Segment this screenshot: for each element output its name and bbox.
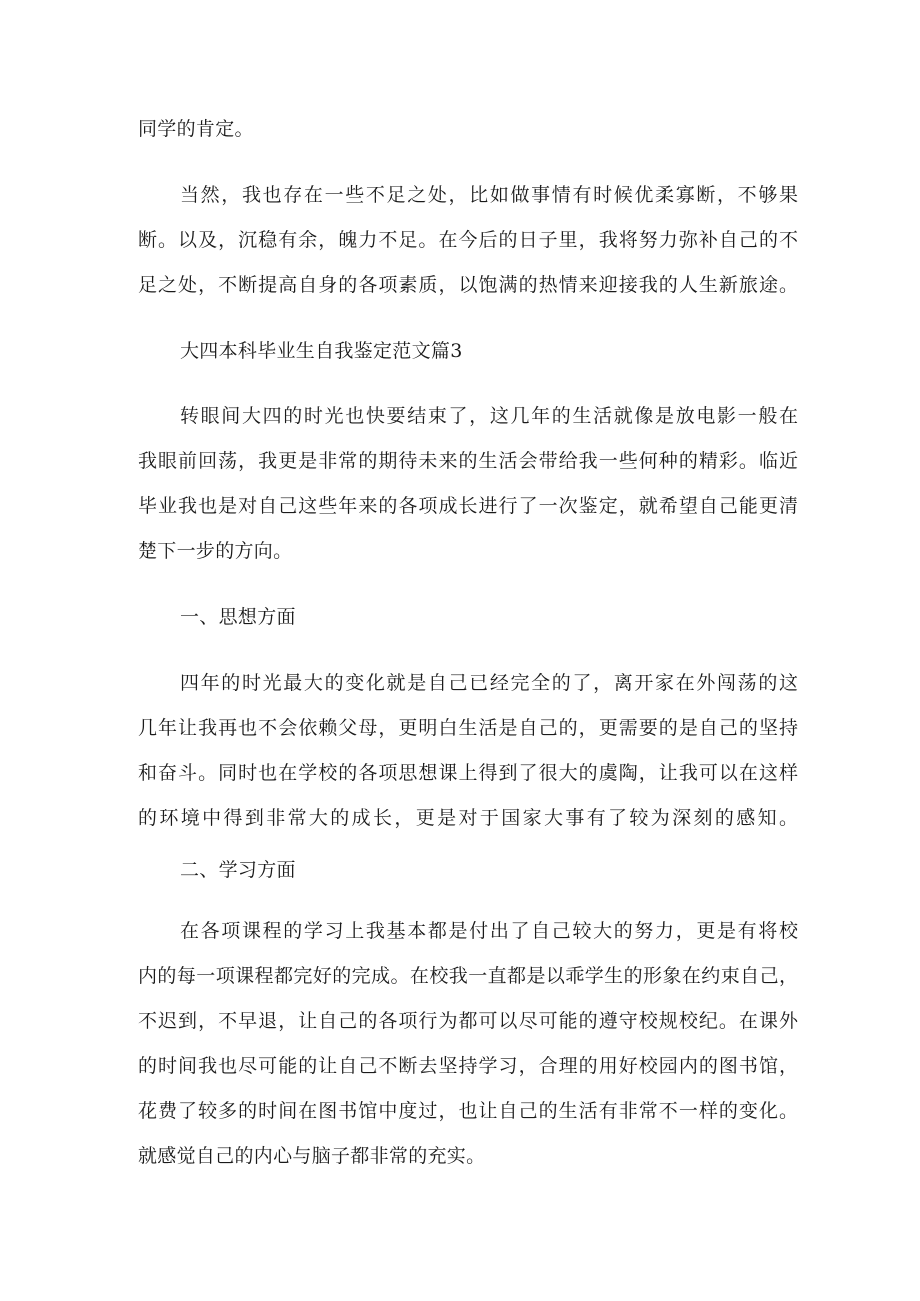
paragraph-line: 断。以及，沉稳有余，魄力不足。在今后的日子里，我将努力弥补自己的不 [138, 229, 798, 251]
paragraph-line: 楚下一步的方向。 [138, 540, 293, 562]
subsection-heading: 一、思想方面 [180, 606, 296, 628]
paragraph-line: 的时间我也尽可能的让自己不断去坚持学习，合理的用好校园内的图书馆， [138, 1055, 798, 1077]
paragraph-line: 同学的肯定。 [138, 118, 254, 140]
paragraph-line: 毕业我也是对自己这些年来的各项成长进行了一次鉴定，就希望自己能更清 [138, 495, 798, 517]
paragraph-line: 的环境中得到非常大的成长，更是对于国家大事有了较为深刻的感知。 [138, 807, 798, 829]
paragraph-line: 就感觉自己的内心与脑子都非常的充实。 [138, 1145, 486, 1167]
paragraph-line: 内的每一项课程都完好的完成。在校我一直都是以乖学生的形象在约束自己， [138, 965, 798, 987]
paragraph-line: 当然，我也存在一些不足之处，比如做事情有时候优柔寡断，不够果 [180, 184, 798, 206]
paragraph-line: 和奋斗。同时也在学校的各项思想课上得到了很大的虞陶，让我可以在这样 [138, 762, 798, 784]
paragraph-line: 几年让我再也不会依赖父母，更明白生活是自己的，更需要的是自己的坚持 [138, 717, 798, 739]
paragraph-line: 我眼前回荡，我更是非常的期待未来的生活会带给我一些何种的精彩。临近 [138, 450, 798, 472]
section-title: 大四本科毕业生自我鉴定范文篇3 [180, 340, 463, 362]
paragraph-line: 转眼间大四的时光也快要结束了，这几年的生活就像是放电影一般在 [180, 405, 798, 427]
subsection-heading: 二、学习方面 [180, 859, 296, 881]
paragraph-line: 不迟到，不早退，让自己的各项行为都可以尽可能的遵守校规校纪。在课外 [138, 1010, 798, 1032]
paragraph-line: 足之处，不断提高自身的各项素质，以饱满的热情来迎接我的人生新旅途。 [138, 274, 798, 296]
paragraph-line: 在各项课程的学习上我基本都是付出了自己较大的努力，更是有将校 [180, 920, 798, 942]
paragraph-line: 花费了较多的时间在图书馆中度过，也让自己的生活有非常不一样的变化。 [138, 1100, 798, 1122]
paragraph-line: 四年的时光最大的变化就是自己已经完全的了，离开家在外闯荡的这 [180, 672, 798, 694]
